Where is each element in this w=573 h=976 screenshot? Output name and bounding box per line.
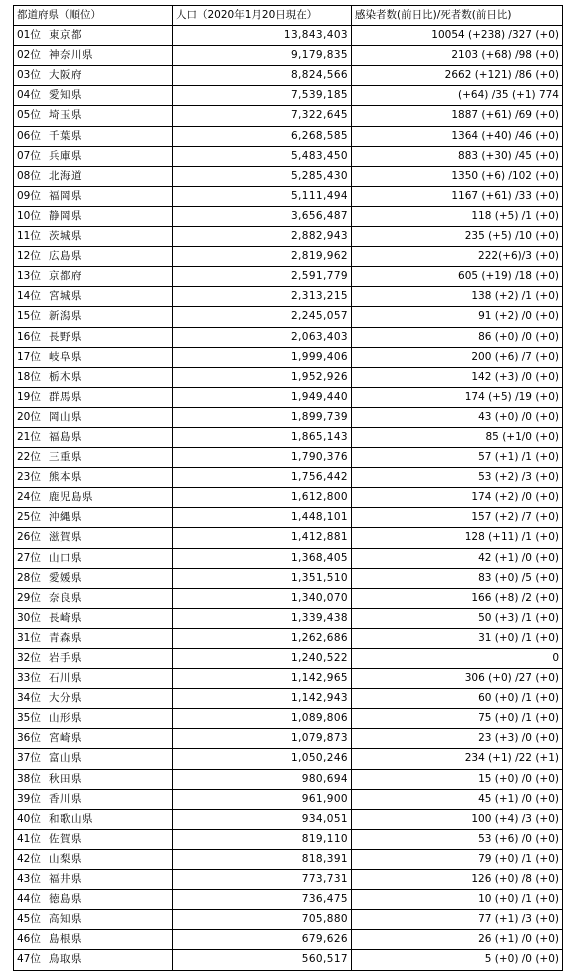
prefecture-name: 秋田県 <box>49 772 82 785</box>
rank-label: 37位 <box>17 752 41 765</box>
table-row <box>14 287 563 307</box>
rank-label: 18位 <box>17 370 41 383</box>
table-row <box>14 910 563 930</box>
prefecture-name: 北海道 <box>49 169 82 182</box>
cases-cell: 43 (+0) /0 (+0) <box>352 407 563 427</box>
rank-label: 36位 <box>17 732 41 745</box>
rank-label: 02位 <box>17 49 41 62</box>
cases-cell: 126 (+0) /8 (+0) <box>352 870 563 890</box>
rank-label: 17位 <box>17 350 41 363</box>
prefecture-name: 千葉県 <box>49 129 82 142</box>
prefecture-name: 愛媛県 <box>49 571 82 584</box>
prefecture-cell <box>14 367 173 387</box>
population-cell: 705,880 <box>173 910 352 930</box>
prefecture-name: 滋賀県 <box>49 531 82 544</box>
cases-cell: 1167 (+61) /33 (+0) <box>352 186 563 206</box>
rank-label: 24位 <box>17 491 41 504</box>
population-cell: 1,142,965 <box>173 669 352 689</box>
table-row <box>14 628 563 648</box>
table-row <box>14 448 563 468</box>
cases-cell: 42 (+1) /0 (+0) <box>352 548 563 568</box>
prefecture-cell <box>14 910 173 930</box>
prefecture-cell <box>14 890 173 910</box>
prefecture-name: 島根県 <box>49 933 82 946</box>
prefecture-name: 京都府 <box>49 270 82 283</box>
cases-cell: 605 (+19) /18 (+0) <box>352 267 563 287</box>
prefecture-cell <box>14 186 173 206</box>
population-cell: 1,142,943 <box>173 689 352 709</box>
population-cell: 7,539,185 <box>173 86 352 106</box>
prefecture-cell <box>14 689 173 709</box>
table-row <box>14 247 563 267</box>
prefecture-name: 岐阜県 <box>49 350 82 363</box>
header-prefecture: 都道府県（順位） <box>14 6 173 26</box>
population-cell: 819,110 <box>173 829 352 849</box>
cases-cell: 2103 (+68) /98 (+0) <box>352 46 563 66</box>
prefecture-name: 新潟県 <box>49 310 82 323</box>
population-cell: 1,865,143 <box>173 427 352 447</box>
rank-label: 14位 <box>17 290 41 303</box>
table-row <box>14 46 563 66</box>
prefecture-cell <box>14 46 173 66</box>
population-cell: 5,111,494 <box>173 186 352 206</box>
prefecture-name: 山形県 <box>49 712 82 725</box>
table-row <box>14 608 563 628</box>
cases-cell: 1887 (+61) /69 (+0) <box>352 106 563 126</box>
table-header <box>14 6 563 26</box>
population-cell: 1,050,246 <box>173 749 352 769</box>
table-row <box>14 327 563 347</box>
cases-cell: 57 (+1) /1 (+0) <box>352 448 563 468</box>
cases-cell: 75 (+0) /1 (+0) <box>352 709 563 729</box>
prefecture-cell <box>14 227 173 247</box>
prefecture-cell <box>14 628 173 648</box>
rank-label: 33位 <box>17 672 41 685</box>
rank-label: 11位 <box>17 230 41 243</box>
population-cell: 2,882,943 <box>173 227 352 247</box>
cases-cell: 128 (+11) /1 (+0) <box>352 528 563 548</box>
prefecture-cell <box>14 448 173 468</box>
prefecture-cell <box>14 206 173 226</box>
table-row <box>14 468 563 488</box>
table-row <box>14 890 563 910</box>
prefecture-name: 埼玉県 <box>49 109 82 122</box>
population-cell: 1,612,800 <box>173 488 352 508</box>
population-cell: 980,694 <box>173 769 352 789</box>
cases-cell: 142 (+3) /0 (+0) <box>352 367 563 387</box>
table-row <box>14 568 563 588</box>
prefecture-name: 福島県 <box>49 430 82 443</box>
cases-cell: 85 (+1/0 (+0) <box>352 427 563 447</box>
prefecture-cell <box>14 307 173 327</box>
table-row <box>14 146 563 166</box>
prefecture-name: 山梨県 <box>49 852 82 865</box>
rank-label: 26位 <box>17 531 41 544</box>
cases-cell: 200 (+6) /7 (+0) <box>352 347 563 367</box>
prefecture-name: 宮城県 <box>49 290 82 303</box>
prefecture-cell <box>14 829 173 849</box>
prefecture-name: 福岡県 <box>49 189 82 202</box>
cases-cell: 235 (+5) /10 (+0) <box>352 227 563 247</box>
table-row <box>14 227 563 247</box>
cases-cell: 31 (+0) /1 (+0) <box>352 628 563 648</box>
rank-label: 22位 <box>17 451 41 464</box>
prefecture-name: 香川県 <box>49 792 82 805</box>
prefecture-name: 大阪府 <box>49 69 82 82</box>
prefecture-cell <box>14 950 173 970</box>
cases-cell: 138 (+2) /1 (+0) <box>352 287 563 307</box>
cases-cell: 1350 (+6) /102 (+0) <box>352 166 563 186</box>
prefecture-cell <box>14 407 173 427</box>
rank-label: 32位 <box>17 652 41 664</box>
table-row <box>14 829 563 849</box>
prefecture-name: 熊本県 <box>49 471 82 484</box>
rank-label: 06位 <box>17 129 41 142</box>
cases-cell: 26 (+1) /0 (+0) <box>352 930 563 950</box>
cases-cell: 23 (+3) /0 (+0) <box>352 729 563 749</box>
table-row <box>14 427 563 447</box>
table-row <box>14 488 563 508</box>
table-row <box>14 769 563 789</box>
cases-cell: 15 (+0) /0 (+0) <box>352 769 563 789</box>
rank-label: 03位 <box>17 69 41 82</box>
prefecture-cell <box>14 508 173 528</box>
prefecture-cell <box>14 769 173 789</box>
table-row <box>14 789 563 809</box>
cases-cell: 306 (+0) /27 (+0) <box>352 669 563 689</box>
population-cell: 1,262,686 <box>173 628 352 648</box>
population-cell: 1,240,522 <box>173 649 352 669</box>
population-cell: 934,051 <box>173 809 352 829</box>
rank-label: 42位 <box>17 852 41 865</box>
rank-label: 35位 <box>17 712 41 725</box>
population-cell: 9,179,835 <box>173 46 352 66</box>
population-cell: 1,368,405 <box>173 548 352 568</box>
population-cell: 13,843,403 <box>173 26 352 46</box>
table-row <box>14 206 563 226</box>
cases-cell: 0 <box>352 649 563 669</box>
population-cell: 1,089,806 <box>173 709 352 729</box>
population-cell: 5,285,430 <box>173 166 352 186</box>
table-row <box>14 387 563 407</box>
cases-cell: 2662 (+121) /86 (+0) <box>352 66 563 86</box>
table-row <box>14 548 563 568</box>
table-row <box>14 407 563 427</box>
rank-label: 31位 <box>17 631 41 644</box>
prefecture-name: 宮崎県 <box>49 732 82 745</box>
population-cell: 1,079,873 <box>173 729 352 749</box>
prefecture-name: 茨城県 <box>49 230 82 243</box>
cases-cell: 157 (+2) /7 (+0) <box>352 508 563 528</box>
cases-cell: 60 (+0) /1 (+0) <box>352 689 563 709</box>
prefecture-name: 愛知県 <box>49 89 82 102</box>
prefecture-cell <box>14 327 173 347</box>
population-cell: 1,448,101 <box>173 508 352 528</box>
table-row <box>14 367 563 387</box>
rank-label: 20位 <box>17 410 41 423</box>
cases-cell: 77 (+1) /3 (+0) <box>352 910 563 930</box>
table-row <box>14 106 563 126</box>
rank-label: 28位 <box>17 571 41 584</box>
rank-label: 47位 <box>17 953 41 966</box>
cases-cell: 222(+6)/3 (+0) <box>352 247 563 267</box>
prefecture-name: 佐賀県 <box>49 832 82 845</box>
prefecture-cell <box>14 789 173 809</box>
cases-cell: 10 (+0) /1 (+0) <box>352 890 563 910</box>
prefecture-cell <box>14 488 173 508</box>
population-cell: 961,900 <box>173 789 352 809</box>
table-row <box>14 126 563 146</box>
prefecture-cell <box>14 588 173 608</box>
rank-label: 38位 <box>17 772 41 785</box>
population-cell: 8,824,566 <box>173 66 352 86</box>
cases-cell: 10054 (+238) /327 (+0) <box>352 26 563 46</box>
table-row <box>14 870 563 890</box>
population-cell: 6,268,585 <box>173 126 352 146</box>
prefecture-name: 山口県 <box>49 551 82 564</box>
cases-cell: 50 (+3) /1 (+0) <box>352 608 563 628</box>
table-row <box>14 267 563 287</box>
prefecture-cell <box>14 568 173 588</box>
table-row <box>14 649 563 669</box>
rank-label: 05位 <box>17 109 41 122</box>
rank-label: 16位 <box>17 330 41 343</box>
prefecture-cell <box>14 247 173 267</box>
rank-label: 12位 <box>17 250 41 263</box>
prefecture-name: 兵庫県 <box>49 149 82 162</box>
prefecture-name: 和歌山県 <box>49 812 93 825</box>
rank-label: 46位 <box>17 933 41 946</box>
population-cell: 2,313,215 <box>173 287 352 307</box>
rank-label: 13位 <box>17 270 41 283</box>
population-cell: 818,391 <box>173 849 352 869</box>
population-cell: 1,756,442 <box>173 468 352 488</box>
table-row <box>14 528 563 548</box>
prefecture-name: 青森県 <box>49 631 82 644</box>
population-cell: 1,999,406 <box>173 347 352 367</box>
prefecture-name: 富山県 <box>49 752 82 765</box>
population-cell: 773,731 <box>173 870 352 890</box>
prefecture-cell <box>14 166 173 186</box>
rank-label: 15位 <box>17 310 41 323</box>
cases-cell: 174 (+5) /19 (+0) <box>352 387 563 407</box>
population-cell: 736,475 <box>173 890 352 910</box>
rank-label: 23位 <box>17 471 41 484</box>
prefecture-cell <box>14 709 173 729</box>
population-cell: 5,483,450 <box>173 146 352 166</box>
prefecture-cell <box>14 749 173 769</box>
rank-label: 01位 <box>17 29 41 42</box>
prefecture-name: 岩手県 <box>49 652 82 664</box>
prefecture-name: 鳥取県 <box>49 953 82 966</box>
table-row <box>14 669 563 689</box>
cases-cell: 83 (+0) /5 (+0) <box>352 568 563 588</box>
table-row <box>14 508 563 528</box>
population-cell: 2,591,779 <box>173 267 352 287</box>
population-cell: 7,322,645 <box>173 106 352 126</box>
prefecture-cell <box>14 548 173 568</box>
cases-cell: 883 (+30) /45 (+0) <box>352 146 563 166</box>
cases-cell: 118 (+5) /1 (+0) <box>352 206 563 226</box>
table-row <box>14 849 563 869</box>
prefecture-name: 長野県 <box>49 330 82 343</box>
cases-cell: 5 (+0) /0 (+0) <box>352 950 563 970</box>
header-population: 人口（2020年1月20日現在） <box>173 6 352 26</box>
prefecture-name: 三重県 <box>49 451 82 464</box>
table-body <box>14 26 563 970</box>
prefecture-name: 沖縄県 <box>49 511 82 524</box>
cases-cell: 45 (+1) /0 (+0) <box>352 789 563 809</box>
table-row <box>14 729 563 749</box>
cases-cell: 53 (+2) /3 (+0) <box>352 468 563 488</box>
prefecture-cell <box>14 26 173 46</box>
rank-label: 43位 <box>17 873 41 886</box>
prefecture-name: 神奈川県 <box>49 49 93 62</box>
table-row <box>14 86 563 106</box>
table-row <box>14 588 563 608</box>
cases-cell: (+64) /35 (+1) 774 <box>352 86 563 106</box>
population-cell: 3,656,487 <box>173 206 352 226</box>
population-cell: 1,952,926 <box>173 367 352 387</box>
rank-label: 08位 <box>17 169 41 182</box>
rank-label: 09位 <box>17 189 41 202</box>
population-cell: 2,063,403 <box>173 327 352 347</box>
prefecture-cell <box>14 126 173 146</box>
prefecture-cell <box>14 66 173 86</box>
rank-label: 10位 <box>17 209 41 222</box>
table-row <box>14 709 563 729</box>
prefecture-name: 高知県 <box>49 913 82 926</box>
rank-label: 44位 <box>17 893 41 906</box>
prefecture-name: 徳島県 <box>49 893 82 906</box>
prefecture-cell <box>14 528 173 548</box>
table-row <box>14 307 563 327</box>
population-cell: 1,899,739 <box>173 407 352 427</box>
prefecture-name: 石川県 <box>49 672 82 685</box>
population-cell: 1,949,440 <box>173 387 352 407</box>
prefecture-name: 東京都 <box>49 29 82 42</box>
prefecture-name: 福井県 <box>49 873 82 886</box>
prefecture-name: 広島県 <box>49 250 82 263</box>
rank-label: 40位 <box>17 812 41 825</box>
table-row <box>14 186 563 206</box>
table-row <box>14 930 563 950</box>
prefecture-name: 大分県 <box>49 692 82 705</box>
cases-cell: 53 (+6) /0 (+0) <box>352 829 563 849</box>
rank-label: 29位 <box>17 591 41 604</box>
rank-label: 27位 <box>17 551 41 564</box>
population-cell: 1,412,881 <box>173 528 352 548</box>
population-cell: 560,517 <box>173 950 352 970</box>
prefecture-cell <box>14 387 173 407</box>
population-cell: 1,339,438 <box>173 608 352 628</box>
rank-label: 34位 <box>17 692 41 705</box>
cases-cell: 166 (+8) /2 (+0) <box>352 588 563 608</box>
table-row <box>14 749 563 769</box>
population-cell: 2,819,962 <box>173 247 352 267</box>
cases-cell: 1364 (+40) /46 (+0) <box>352 126 563 146</box>
prefecture-cell <box>14 809 173 829</box>
rank-label: 41位 <box>17 832 41 845</box>
prefecture-cell <box>14 347 173 367</box>
cases-cell: 234 (+1) /22 (+1) <box>352 749 563 769</box>
population-cell: 679,626 <box>173 930 352 950</box>
cases-cell: 100 (+4) /3 (+0) <box>352 809 563 829</box>
prefecture-cell <box>14 930 173 950</box>
prefecture-cell <box>14 729 173 749</box>
rank-label: 45位 <box>17 913 41 926</box>
population-cell: 1,790,376 <box>173 448 352 468</box>
prefecture-cell <box>14 849 173 869</box>
prefecture-cell <box>14 287 173 307</box>
population-cell: 2,245,057 <box>173 307 352 327</box>
prefecture-name: 栃木県 <box>49 370 82 383</box>
prefecture-name: 奈良県 <box>49 591 82 604</box>
prefecture-cell <box>14 870 173 890</box>
cases-cell: 79 (+0) /1 (+0) <box>352 849 563 869</box>
prefecture-cell <box>14 669 173 689</box>
population-cell: 1,340,070 <box>173 588 352 608</box>
population-cell: 1,351,510 <box>173 568 352 588</box>
table-row <box>14 689 563 709</box>
table-row <box>14 347 563 367</box>
prefecture-name: 鹿児島県 <box>49 491 93 504</box>
prefecture-cell <box>14 468 173 488</box>
rank-label: 21位 <box>17 430 41 443</box>
cases-cell: 86 (+0) /0 (+0) <box>352 327 563 347</box>
header-row <box>14 6 563 26</box>
rank-label: 19位 <box>17 390 41 403</box>
prefecture-cell <box>14 146 173 166</box>
cases-cell: 91 (+2) /0 (+0) <box>352 307 563 327</box>
prefecture-cell <box>14 267 173 287</box>
rank-label: 30位 <box>17 611 41 624</box>
prefecture-cell <box>14 106 173 126</box>
header-cases: 感染者数(前日比)/死者数(前日比) <box>352 6 563 26</box>
prefecture-cell <box>14 427 173 447</box>
prefecture-name: 静岡県 <box>49 209 82 222</box>
rank-label: 07位 <box>17 149 41 162</box>
table-row <box>14 950 563 970</box>
rank-label: 04位 <box>17 89 41 102</box>
table-row <box>14 66 563 86</box>
prefecture-cell <box>14 649 173 669</box>
table-row <box>14 26 563 46</box>
table-row <box>14 166 563 186</box>
table-row <box>14 809 563 829</box>
prefecture-cell <box>14 86 173 106</box>
cases-cell: 174 (+2) /0 (+0) <box>352 488 563 508</box>
prefecture-name: 群馬県 <box>49 390 82 403</box>
prefecture-name: 長崎県 <box>49 611 82 624</box>
rank-label: 25位 <box>17 511 41 524</box>
prefecture-name: 岡山県 <box>49 410 82 423</box>
prefecture-table <box>13 5 563 971</box>
rank-label: 39位 <box>17 792 41 805</box>
prefecture-cell <box>14 608 173 628</box>
